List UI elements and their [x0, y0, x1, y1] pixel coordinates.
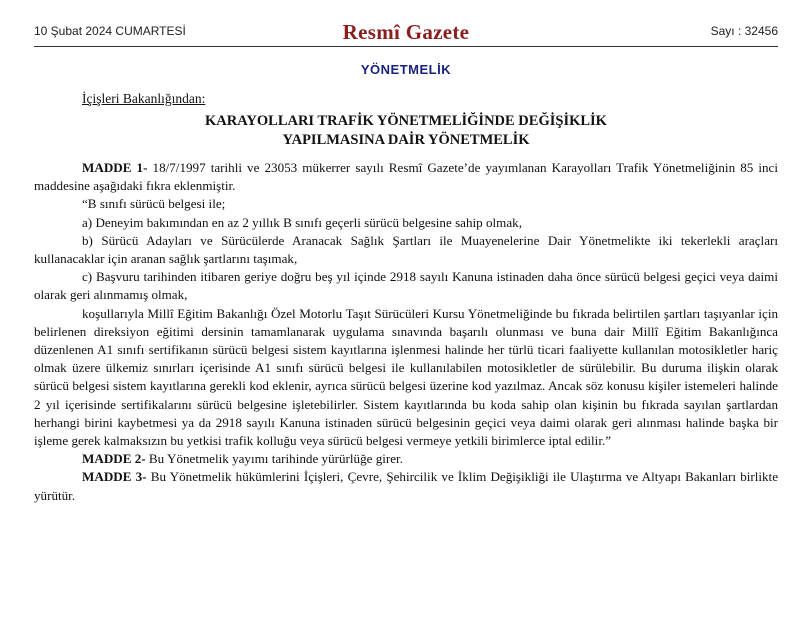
item-c: c) Başvuru tarihinden itibaren geriye doğru beş yıl içinde 2918 sayılı Kanuna istinaden daha önce sürücü belgesi geçici veya daimi olarak geri alınmamış olmak, — [34, 269, 778, 303]
article-2-label: MADDE 2- — [82, 451, 146, 467]
article-2-text: Bu Yönetmelik yayımı tarihinde yürürlüğe girer. — [145, 451, 403, 467]
regulation-body — [34, 159, 778, 505]
article-1-label: MADDE 1- — [82, 160, 148, 175]
issue-number: Sayı : 32456 — [710, 24, 778, 38]
header-divider — [34, 46, 778, 47]
section-heading: YÖNETMELİK — [360, 62, 452, 77]
regulation-title — [34, 112, 778, 150]
item-a: a) Deneyim bakımından en az 2 yıllık B sınıfı geçerli sürücü belgesine sahip olmak, — [82, 214, 522, 230]
article-3-text: Bu Yönetmelik hükümlerini İçişleri, Çevre, Şehircilik ve İklim Değişikliği ile Ulaştırma ve Altyapı Bakanları birlikte yürütür. — [34, 469, 779, 503]
issue-date: 10 Şubat 2024 CUMARTESİ — [34, 24, 186, 38]
gazette-header — [34, 0, 778, 42]
item-b: b) Sürücü Adayları ve Sürücülerde Aranacak Sağlık Şartları ile Muayenelerine Dair Yönetmelikte iki tekerlekli araçları kullanacaklar için aranan sağlık şartlarını taşımak, — [34, 232, 778, 267]
regulation-title-line-2: YAPILMASINA DAİR YÖNETMELİK — [282, 132, 530, 148]
article-1-text: 18/7/1997 tarihli ve 23053 mükerrer sayılı Resmî Gazete’de yayımlanan Karayolları Trafik Yönetmeliğinin 85 inci maddesine aşağıdaki fıkra eklenmiştir. — [34, 160, 778, 194]
conditions-paragraph: koşullarıyla Millî Eğitim Bakanlığı Özel Motorlu Taşıt Sürücüleri Kursu Yönetmeliğinde bu fıkrada belirtilen şartları taşıyanlar için belirlenen direksiyon eğitimi dersinin tamamlanarak uygulama sınavında başarılı olunması ve buna dair Millî Eğitim Bakanlığınca düzenlenen A1 sınıfı sertifikanın sürücü belgesi sistem kayıtlarına işlenmesi halinde her türlü ticari faaliyette kullanılan motosikletler hariç olmak üzere ülkemiz sınırları içerisinde A1 sınıfı sürücü belgesi ile kullanılabilen motosikletler de sürülebilir. Bu duruma ilişkin olarak sürücü belgesi sistem kayıtlarına gerekli kod eklenir, ayrıca sürücü belgesi üzerine kod yazılmaz. Ancak söz konusu kişiler istemeleri halinde 2 yıl içerisinde sertifikalarını sürücü belgesine işletebilirler. Sistem kayıtlarında bu koda sahip olan kişinin bu fıkrada sayılan şartlardan herhangi birini kaybetmesi ya da 2918 sayılı Kanuna istinaden sürücü belgesinin geçici veya daimi olarak geri alınması halinde başka bir işleme gerek kalmaksızın bu yetkisi trafik kolluğu veya sürücü belgesi vermeye yetkili birimlerce iptal edilir.” — [34, 305, 778, 449]
quote-intro: “B sınıfı sürücü belgesi ile; — [82, 196, 226, 212]
issuing-ministry: İçişleri Bakanlığından: — [82, 91, 206, 106]
article-1 — [34, 159, 778, 195]
article-3-label: MADDE 3- — [82, 469, 147, 485]
article-2 — [34, 450, 778, 468]
article-3 — [34, 468, 778, 504]
regulation-title-line-1: KARAYOLLARI TRAFİK YÖNETMELİĞİNDE DEĞİŞİKLİK — [205, 113, 607, 129]
gazette-title: Resmî Gazete — [342, 20, 470, 44]
